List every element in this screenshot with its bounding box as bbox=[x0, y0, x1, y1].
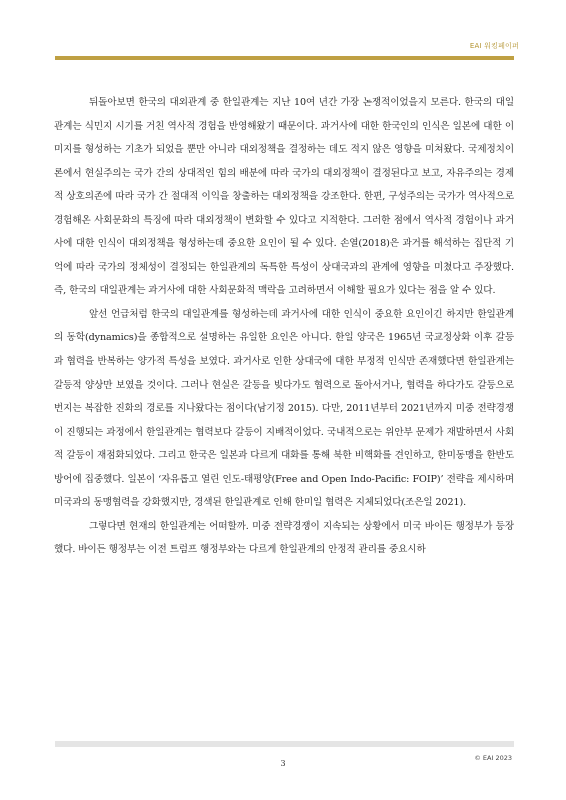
footer-divider bbox=[55, 741, 514, 747]
paragraph-3: 그렇다면 현재의 한일관계는 어떠할까. 미중 전략경쟁이 지속되는 상황에서 미국 바이든 행정부가 등장했다. 바이든 행정부는 이전 트럼프 행정부와는 다르게 한일관계의 안정적 관리를 중요시하 bbox=[54, 520, 514, 556]
paragraph-1: 뒤돌아보면 한국의 대외관계 중 한일관계는 지난 10여 년간 가장 논쟁적이었을지 모른다. 한국의 대일관계는 식민지 시기를 거친 역사적 경험을 반영해왔기 때문이다. 과거사에 대한 한국인의 인식은 일본에 대한 이미지를 형성하는 기초가 되었을 뿐만 아니라 대외정책을 결정하는 데도 적지 않은 영향을 미쳐왔다. 국제정치이론에서 현실주의는 국가 간의 상대적인 힘의 배분에 따라 국가의 대외정책이 결정된다고 보고, 자유주의는 경제적 상호의존에 따라 국가 간 절대적 이익을 창출하는 대외정책을 강조한다. 한편, 구성주의는 국가가 역사적으로 경험해온 사회문화의 특징에 따라 대외정책이 변화할 수 있다고 지적한다. 그러한 점에서 역사적 경험이나 과거사에 대한 인식이 대외정책을 형성하는데 중요한 요인이 될 수 있다. 손열(2018)은 과거를 해석하는 집단적 기억에 따라 국가의 정체성이 결정되는 한일관계의 독특한 특성이 상대국과의 관계에 영향을 미쳤다고 주장했다. 즉, 한국의 대일관계는 과거사에 대한 사회문화적 맥락을 고려하면서 이해할 필요가 있다는 점을 알 수 있다. bbox=[54, 97, 514, 297]
article-body bbox=[54, 91, 514, 562]
page-number: 3 bbox=[280, 759, 286, 768]
header-divider bbox=[55, 56, 514, 60]
copyright-notice: © EAI 2023 bbox=[474, 754, 512, 762]
publication-series-label: EAI 워킹페이퍼 bbox=[469, 42, 519, 50]
paragraph-2: 앞선 언급처럼 한국의 대일관계를 형성하는데 과거사에 대한 인식이 중요한 요인이긴 하지만 한일관계의 동학(dynamics)을 종합적으로 설명하는 유일한 요인은 아니다. 한일 양국은 1965년 국교정상화 이후 갈등과 협력을 반복하는 양가적 특성을 보였다. 과거사로 인한 상대국에 대한 부정적 인식만 존재했다면 한일관계는 갈등적 양상만 보였을 것이다. 그러나 현실은 갈등을 빚다가도 협력으로 돌아서거나, 협력을 하다가도 갈등으로 번지는 복잡한 진화의 경로를 지나왔다는 점이다(남기정 2015). 다만, 2011년부터 2021년까지 미중 전략경쟁이 진행되는 과정에서 한일관계는 협력보다 갈등이 지배적이었다. 국내적으로는 위안부 문제가 재발하면서 사회적 갈등이 재점화되었다. 그리고 한국은 일본과 다르게 대화를 통해 북한 비핵화를 견인하고, 한미동맹을 한반도 방어에 집중했다. 일본이 ‘자유롭고 열린 인도-태평양(Free and Open Indo-Pacific: FOIP)’ 전략을 제시하며 미국과의 동맹협력을 강화했지만, 경색된 한일관계로 인해 한미일 협력은 지체되었다(조은일 2021). bbox=[54, 308, 514, 509]
